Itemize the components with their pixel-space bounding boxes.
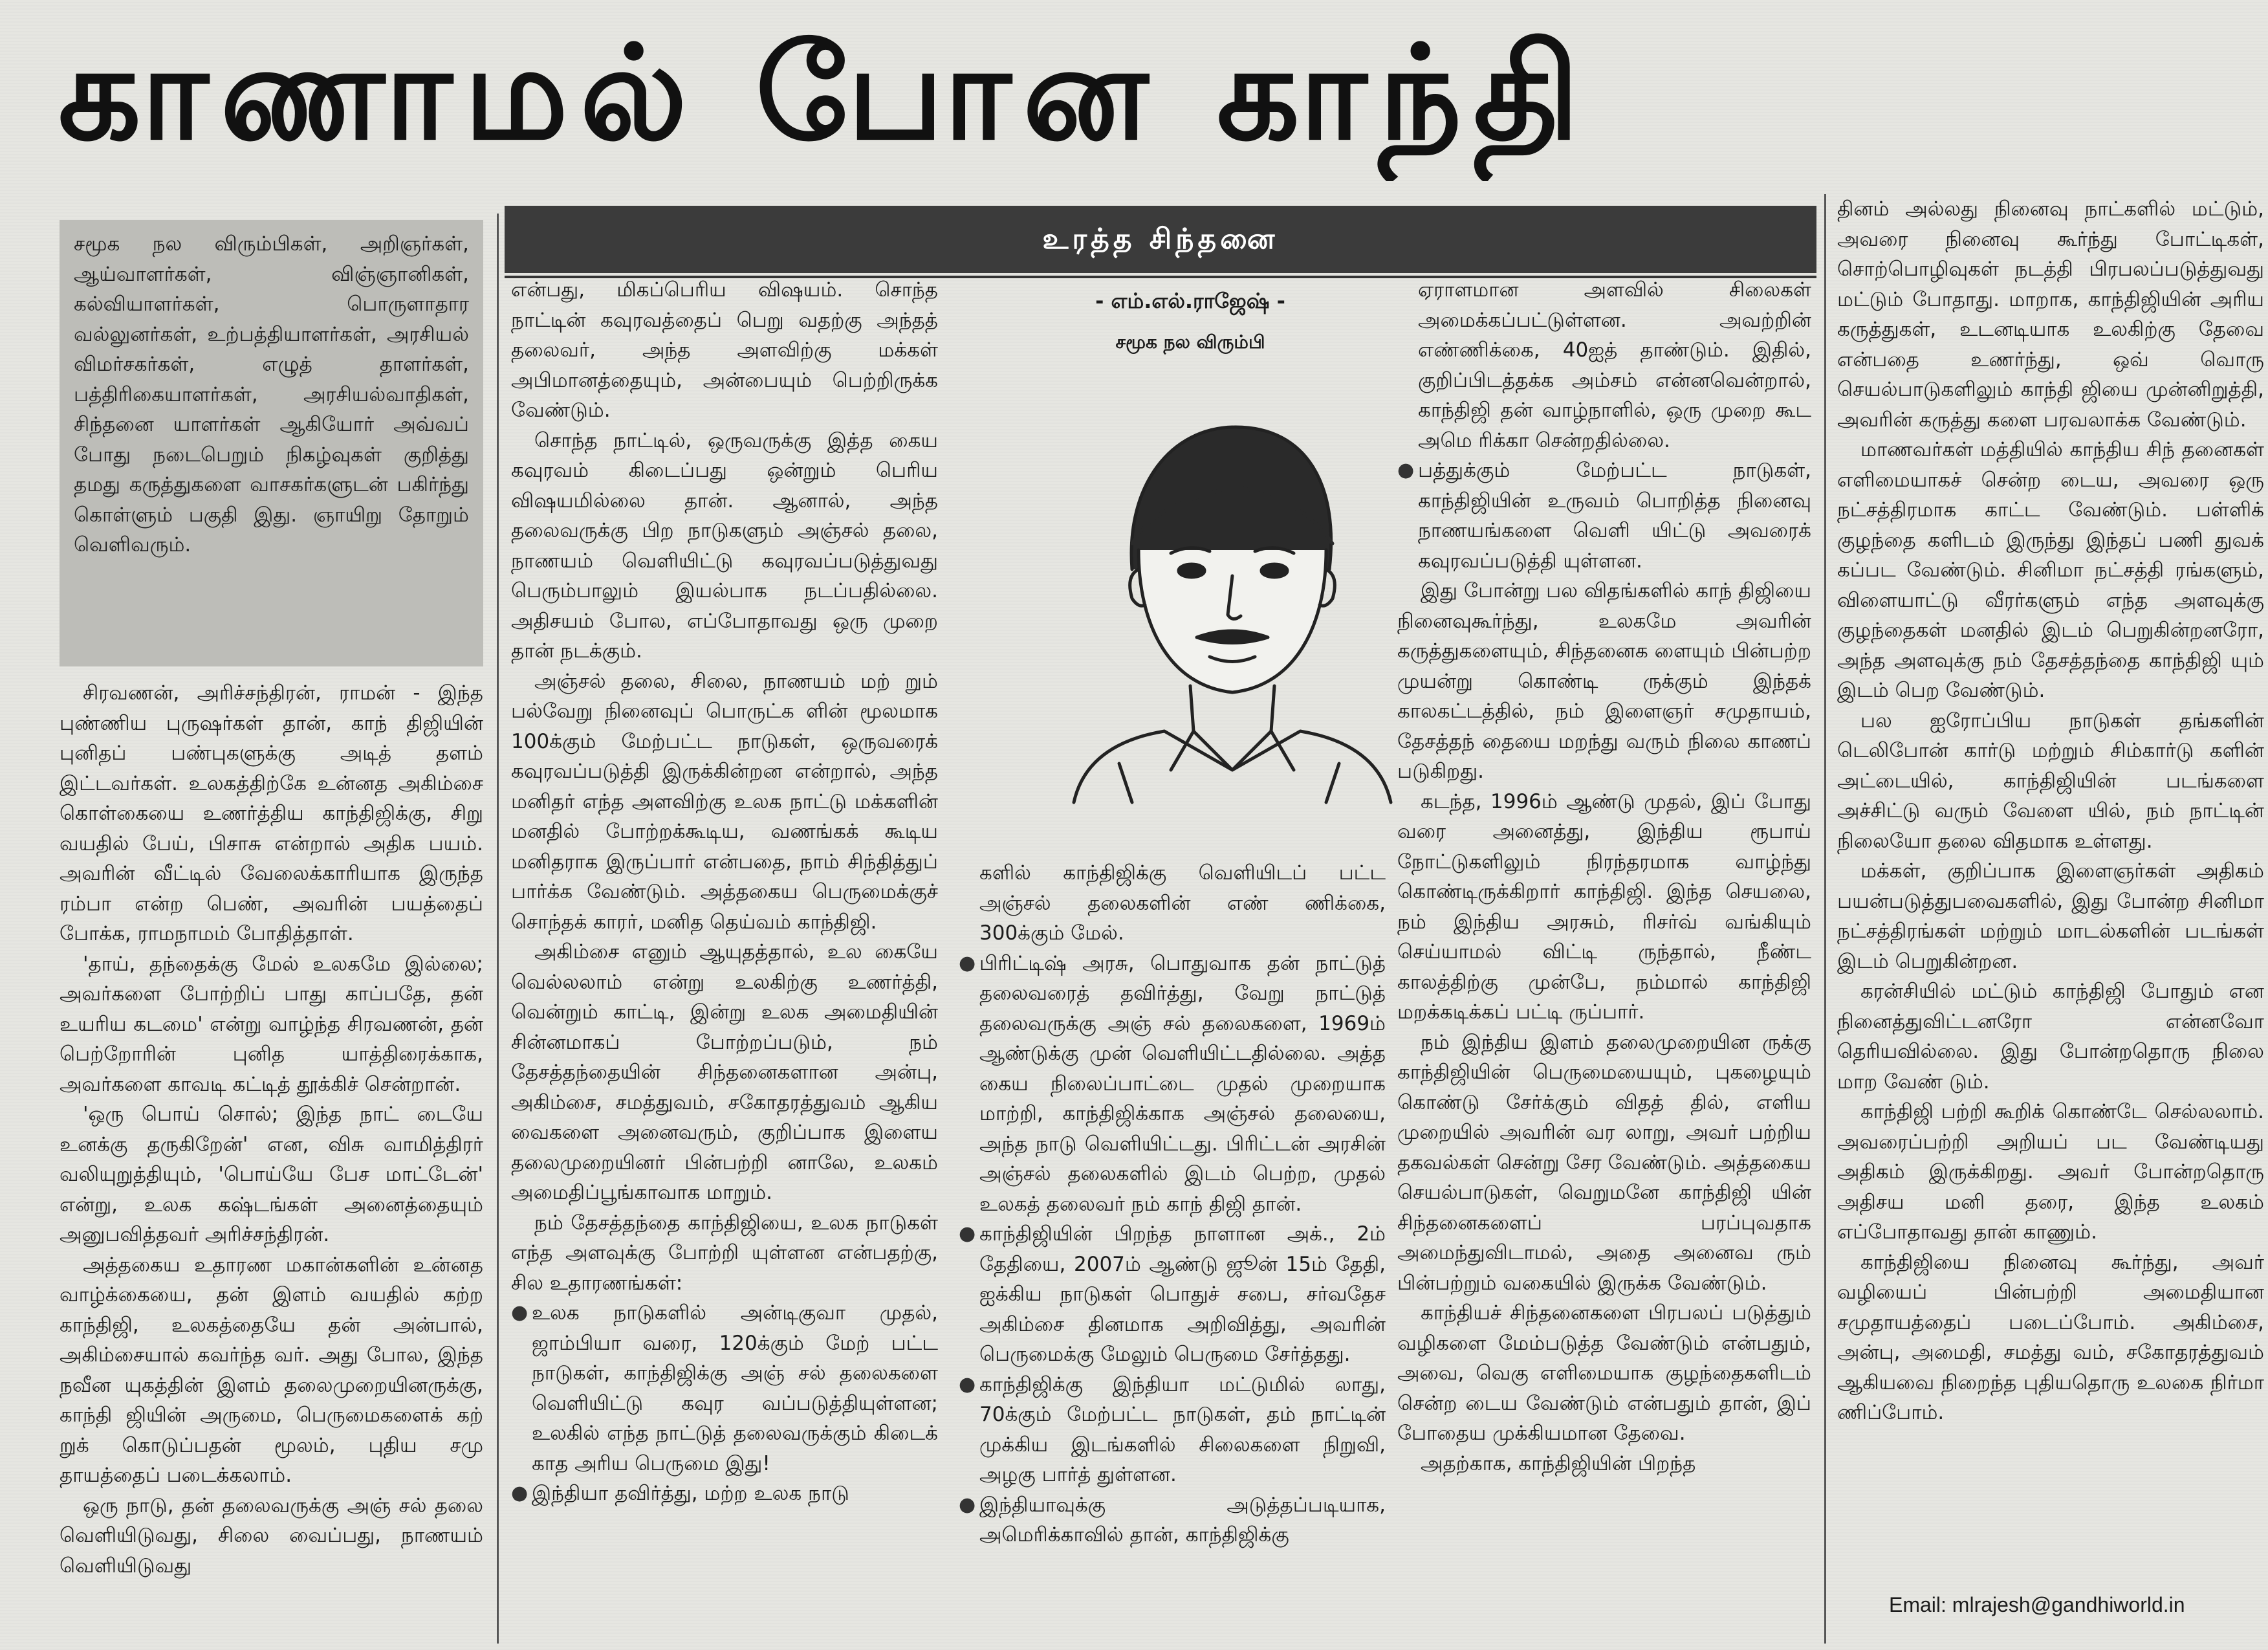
paragraph: சிரவணன், அரிச்சந்திரன், ராமன் - இந்த புண்ணிய புருஷர்கள் தான், காந் திஜியின் புனிதப் பண்புகளுக்கு அடித் தளம் இட்டவர்கள். உலகத்திற்கே உன்னத அகிம்சை கொள்கையை உணர்த்திய காந்திஜிக்கு, சிறு வயதில் பேய், பிசாசு என்றால் அதிக பயம். அவரின் வீட்டில் வேலைக்காரியாக இருந்த ரம்பா என்ற பெண், அவரின் பயத்தைப் போக்க, ராமநாமம் போதித்தாள். [60,681,483,945]
paragraph: என்பது, மிகப்பெரிய விஷயம். சொந்த நாட்டின் கவுரவத்தைப் பெறு வதற்கு அந்தத் தலைவர், அந்த அளவிற்கு மக்கள் அபிமானத்தையும், அன்பையும் பெற்றிருக்க வேண்டும். [511,278,938,422]
column-rule [1824,194,1826,1644]
paragraph: நம் இந்திய இளம் தலைமுறையின ருக்கு காந்திஜியின் பெருமையையும், புகழையும் கொண்டு சேர்க்கும் விதத் தில், எளிய முறையில் அவரின் வர லாறு, அவர் பற்றிய தகவல்கள் சென்று சேர வேண்டும். அத்தகைய செயல்பாடுகள், வெறுமனே காந்திஜி யின் சிந்தனைகளைப் பரப்புவதாக அமைந்துவிடாமல், அதை அனைவ ரும் பின்பற்றும் வகையில் இருக்க வேண்டும். [1397,1030,1811,1295]
article-column-4 [1397,275,1811,1645]
paragraph: காந்திஜி பற்றி கூறிக் கொண்டே செல்லலாம். அவரைப்பற்றி அறியப் பட வேண்டியது அதிகம் இருக்கிறது. அவர் போன்றதொரு அதிசய மனி தரை, இந்த உலகம் எப்போதாவது தான் காணும். [1837,1100,2264,1244]
column-rule [497,214,499,1644]
paragraph: அத்தகைய உதாரண மகான்களின் உன்னத வாழ்க்கையை, தன் இளம் வயதில் கற்ற காந்திஜி, உலகத்தையே தன் அன்பால், அகிம்சையால் கவர்ந்த வர். அது போல, இந்த நவீன யுகத்தின் இளம் தலைமுறையினருக்கு, காந்தி ஜியின் அருமை, பெருமைகளைக் கற் றுக் கொடுப்பதன் மூலம், புதிய சமு தாயத்தைப் படைக்கலாம். [60,1253,483,1487]
byline [964,285,1417,358]
paragraph: கடந்த, 1996ம் ஆண்டு முதல், இப் போது வரை அனைத்து, இந்திய ரூபாய் நோட்டுகளிலும் நிரந்தரமாக வாழ்ந்து கொண்டிருக்கிறார் காந்திஜி. இந்த செயலை, நம் இந்திய அரசும், ரிசர்வ் வங்கியும் செய்யாமல் விட்டி ருந்தால், நீண்ட காலத்திற்கு முன்பே, நம்மால் காந்திஜி மறக்கடிக்கப் பட்டி ருப்பார். [1397,789,1811,1024]
article-column-2 [511,275,938,1645]
section-banner: உரத்த சிந்தனை [505,206,1816,273]
article-column-3 [959,858,1386,1645]
author-portrait [1035,382,1423,809]
bullet-item: ● காந்திஜிக்கு இந்தியா மட்டுமில் லாது, 70க்கும் மேற்பட்ட நாடுகள், தம் நாட்டின் முக்கிய இடங்களில் சிலைகளை நிறுவி, அழகு பார்த் துள்ளன. [959,1370,1386,1490]
paragraph: காந்தியச் சிந்தனைகளை பிரபலப் படுத்தும் வழிகளை மேம்படுத்த வேண்டும் என்பதும், அவை, வெகு எளிமையாக குழந்தைகளிடம் சென்ற டைய வேண்டும் என்பதும் தான், இப் போதைய முக்கியமான தேவை. [1397,1301,1811,1445]
author-email: Email: mlrajesh@gandhiworld.in [1889,1593,2185,1616]
article-column-5 [1837,194,2264,1585]
paragraph: ஏராளமான அளவில் சிலைகள் அமைக்கப்பட்டுள்ளன. அவற்றின் எண்ணிக்கை, 40ஐத் தாண்டும். இதில், குறிப்பிடத்தக்க அம்சம் என்னவென்றால், காந்திஜி தன் வாழ்நாளில், ஒரு முறை கூட அமெ ரிக்கா சென்றதில்லை. [1418,278,1811,452]
paragraph: களில் காந்திஜிக்கு வெளியிடப் பட்ட அஞ்சல் தலைகளின் எண் ணிக்கை, 300க்கும் மேல். [979,861,1386,945]
author-name: - எம்.எல்.ராஜேஷ் - [1095,289,1285,313]
bullet-item: ● பத்துக்கும் மேற்பட்ட நாடுகள், காந்திஜியின் உருவம் பொறித்த நினைவு நாணயங்களை வெளி யிட்டு அவரைக் கவுரவப்படுத்தி யுள்ளன. [1397,456,1811,576]
article-column-1 [60,678,483,1645]
bullet-item: ● காந்திஜியின் பிறந்த நாளான அக்., 2ம் தேதியை, 2007ம் ஆண்டு ஜூன் 15ம் தேதி, ஐக்கிய நாடுகள் பொதுச் சபை, சர்வதேச அகிம்சை தினமாக அறிவித்து, அவரின் பெருமைக்கு மேலும் பெருமை சேர்த்தது. [959,1219,1386,1370]
paragraph: இது போன்று பல விதங்களில் காந் திஜியை நினைவுகூர்ந்து, உலகமே அவரின் கருத்துகளையும், சிந்தனைக ளையும் பின்பற்ற முயன்று கொண்டி ருக்கும் இந்தக் காலகட்டத்தில், நம் இளைஞர் சமுதாயம், தேசத்தந் தையை மறந்து வரும் நிலை காணப் படுகிறது. [1397,579,1811,783]
paragraph: 'தாய், தந்தைக்கு மேல் உலகமே இல்லை; அவர்களை போற்றிப் பாது காப்பதே, தன் உயரிய கடமை' என்று வாழ்ந்த சிரவணன், தன் பெற்றோரின் புனித யாத்திரைக்காக, அவர்களை காவடி கட்டித் தூக்கிச் சென்றான். [60,952,483,1096]
bullet-item: ● உலக நாடுகளில் அன்டிகுவா முதல், ஜாம்பியா வரை, 120க்கும் மேற் பட்ட நாடுகள், காந்திஜிக்கு அஞ் சல் தலைகளை வெளியிட்டு கவுர வப்படுத்தியுள்ளன; உலகில் எந்த நாட்டுத் தலைவருக்கும் கிடைக் காத அரிய பெருமை இது! [511,1298,938,1479]
paragraph: அதற்காக, காந்திஜியின் பிறந்த [1421,1451,1696,1475]
headline: காணாமல் போன காந்தி [58,18,1591,169]
paragraph: அஞ்சல் தலை, சிலை, நாணயம் மற் றும் பல்வேறு நினைவுப் பொருட்க ளின் மூலமாக 100க்கும் மேற்பட்ட நாடுகள், ஒருவரைக் கவுரவப்படுத்தி இருக்கின்றன என்றால், அந்த மனிதர் எந்த அளவிற்கு உலக நாட்டு மக்களின் மனதில் போற்றக்கூடிய, வணங்கக் கூடிய மனிதராக இருப்பார் என்பதை, நாம் சிந்தித்துப் பார்க்க வேண்டும். அத்தகைய பெருமைக்குச் சொந்தக் காரர், மனித தெய்வம் காந்திஜி. [511,669,938,934]
paragraph: மக்கள், குறிப்பாக இளைஞர்கள் அதிகம் பயன்படுத்துபவைகளில், இது போன்ற சினிமா நட்சத்திரங்கள் மற்றும் மாடல்களின் படங்கள் இடம் பெறுகின்றன. [1837,859,2264,973]
paragraph: சொந்த நாட்டில், ஒருவருக்கு இத்த கைய கவுரவம் கிடைப்பது ஒன்றும் பெரிய விஷயமில்லை தான். ஆனால், அந்த தலைவருக்கு பிற நாடுகளும் அஞ்சல் தலை, நாணயம் வெளியிட்டு கவுரவப்படுத்துவது பெரும்பாலும் இயல்பாக நடப்பதில்லை. அதிசயம் போல, எப்போதாவது ஒரு முறை தான் நடக்கும். [511,428,938,663]
paragraph: பல ஐரோப்பிய நாடுகள் தங்களின் டெலிபோன் கார்டு மற்றும் சிம்கார்டு களின் அட்டையில், காந்திஜியின் படங்களை அச்சிட்டு வரும் வேளை யில், நம் நாட்டின் நிலையோ தலை விதமாக உள்ளது. [1837,709,2264,853]
paragraph: நம் தேசத்தந்தை காந்திஜியை, உலக நாடுகள் எந்த அளவுக்கு போற்றி யுள்ளன என்பதற்கு, சில உதாரணங்கள்: [511,1211,938,1295]
paragraph: கரன்சியில் மட்டும் காந்திஜி போதும் என நினைத்துவிட்டனரோ என்னவோ தெரியவில்லை. இது போன்றதொரு நிலை மாற வேண் டும். [1837,980,2264,1094]
paragraph: தினம் அல்லது நினைவு நாட்களில் மட்டும், அவரை நினைவு கூர்ந்து போட்டிகள், சொற்பொழிவுகள் நடத்தி பிரபலப்படுத்துவது மட்டும் போதாது. மாறாக, காந்திஜியின் அரிய கருத்துகள், உடனடியாக உலகிற்கு தேவை என்பதை உணர்ந்து, ஒவ் வொரு செயல்பாடுகளிலும் காந்தி ஜியை முன்னிறுத்தி, அவரின் கருத்து களை பரவலாக்க வேண்டும். [1837,197,2264,432]
author-role: சமூக நல விரும்பி [1115,331,1265,353]
paragraph: ஒரு நாடு, தன் தலைவருக்கு அஞ் சல் தலை வெளியிடுவது, சிலை வைப்பது, நாணயம் வெளியிடுவது [60,1493,483,1578]
intro-text: சமூக நல விரும்பிகள், அறிஞர்கள், ஆய்வாளர்கள், விஞ்ஞானிகள், கல்வியாளர்கள், பொருளாதார வல்லுனர்கள், உற்பத்தியாளர்கள், அரசியல் விமர்சகர்கள், எழுத் தாளர்கள், பத்திரிகையாளர்கள், அரசியல்வாதிகள், சிந்தனை யாளர்கள் ஆகியோர் அவ்வப் போது நடைபெறும் நிகழ்வுகள் குறித்து தமது கருத்துகளை வாசகர்களுடன் பகிர்ந்து கொள்ளும் பகுதி இது. ஞாயிறு தோறும் வெளிவரும். [74,232,469,556]
paragraph: அகிம்சை எனும் ஆயுதத்தால், உல கையே வெல்லலாம் என்று உலகிற்கு உணர்த்தி, வென்றும் காட்டி, இன்று உலக அமைதியின் சின்னமாகப் போற்றப்படும், நம் தேசத்தந்தையின் சிந்தனைகளான அன்பு, அகிம்சை, சமத்துவம், சகோதரத்துவம் ஆகிய வைகளை அனைவரும், குறிப்பாக இளைய தலைமுறையினர் பின்பற்றி னாலே, உலகம் அமைதிப்பூங்காவாக மாறும். [511,940,938,1204]
bullet-item: ● இந்தியாவுக்கு அடுத்தப்படியாக, அமெரிக்காவில் தான், காந்திஜிக்கு [959,1490,1386,1550]
bullet-item: ● இந்தியா தவிர்த்து, மற்ற உலக நாடு [511,1479,938,1509]
paragraph: 'ஒரு பொய் சொல்; இந்த நாட் டையே உனக்கு தருகிறேன்' என, விசு வாமித்திரர் வலியுறுத்தியும், 'பொய்யே பேச மாட்டேன்' என்று, உலக கஷ்டங்கள் அனைத்தையும் அனுபவித்தவர் அரிச்சந்திரன். [60,1103,483,1246]
bullet-item: ● பிரிட்டிஷ் அரசு, பொதுவாக தன் நாட்டுத் தலைவரைத் தவிர்த்து, வேறு நாட்டுத் தலைவருக்கு அஞ் சல் தலைகளை, 1969ம் ஆண்டுக்கு முன் வெளியிட்டதில்லை. அத்த கைய நிலைப்பாட்டை முதல் முறையாக மாற்றி, காந்திஜிக்காக அஞ்சல் தலையை, அந்த நாடு வெளியிட்டது. பிரிட்டன் அரசின் அஞ்சல் தலைகளில் இடம் பெற்ற, முதல் உலகத் தலைவர் நம் காந் திஜி தான். [959,949,1386,1220]
intro-box [60,220,483,666]
paragraph: காந்திஜியை நினைவு கூர்ந்து, அவர் வழியைப் பின்பற்றி அமைதியான சமுதாயத்தைப் படைப்போம். அகிம்சை, அன்பு, அமைதி, சமத்து வம், சகோதரத்துவம் ஆகியவை நிறைந்த புதியதொரு உலகை நிர்மா ணிப்போம். [1837,1250,2264,1424]
paragraph: மாணவர்கள் மத்தியில் காந்திய சிந் தனைகள் எளிமையாகச் சென்ற டைய, அவரை ஒரு நட்சத்திரமாக காட்ட வேண்டும். பள்ளிக் குழந்தை களிடம் இருந்து இந்தப் பணி துவக் கப்பட வேண்டும். சினிமா நட்சத்தி ரங்களும், விளையாட்டு வீரர்களும் எந்த அளவுக்கு குழந்தைகள் மனதில் இடம் பெறுகின்றனரோ, அந்த அளவுக்கு நம் தேசத்தந்தை காந்திஜி யும் இடம் பெற வேண்டும். [1837,438,2264,702]
